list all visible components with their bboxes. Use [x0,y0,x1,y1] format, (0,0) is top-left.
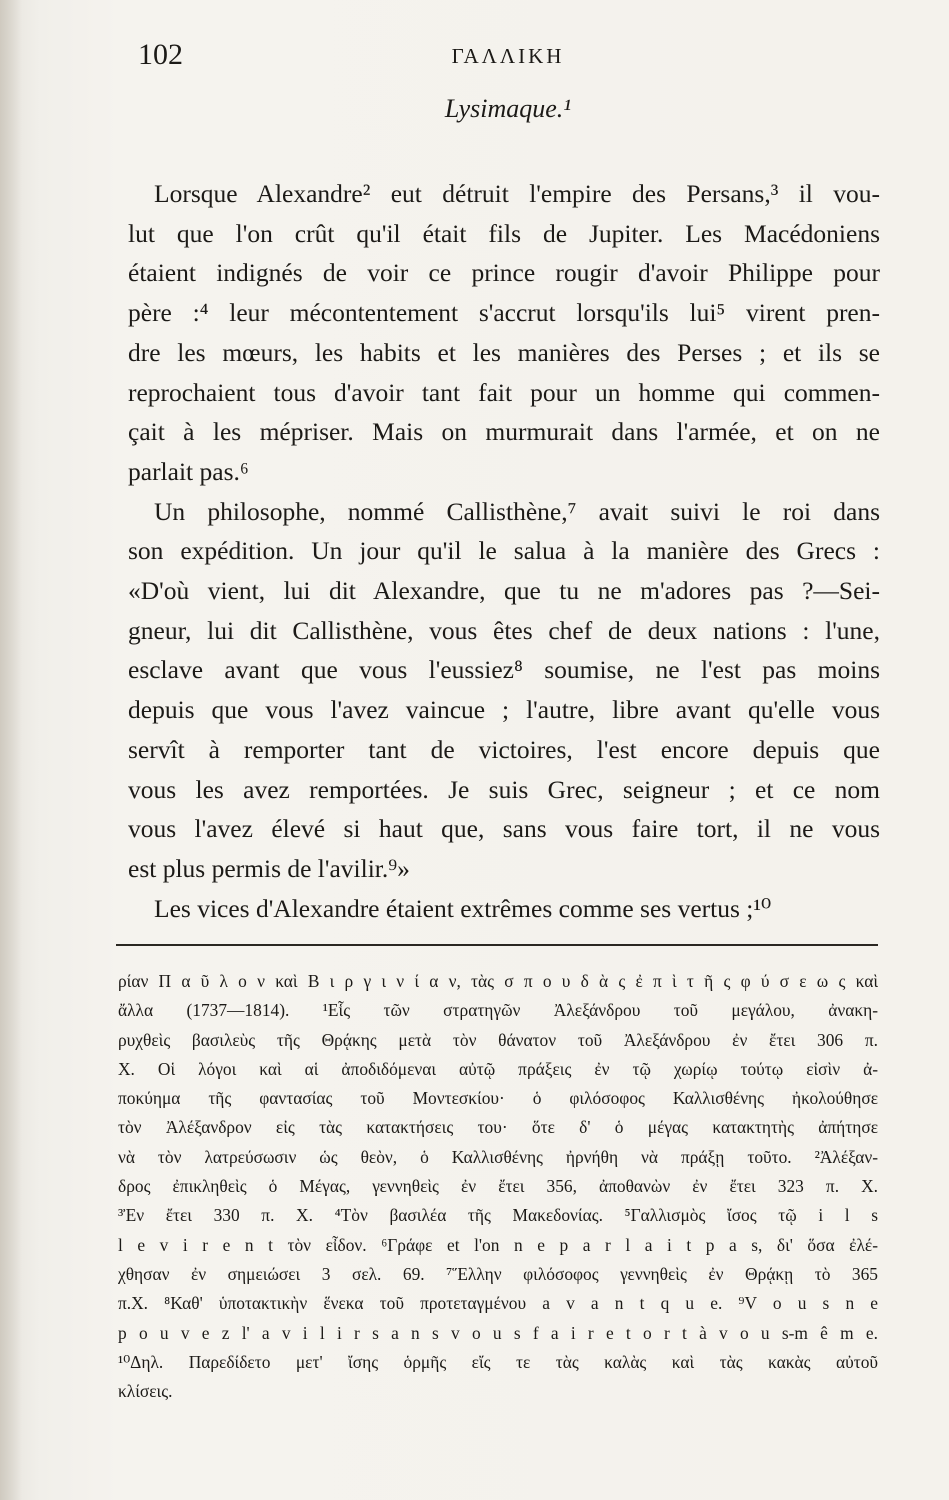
footnote-line: ³Ἐν ἔτει 330 π. Χ. ⁴Τὸν βασιλέα τῆς Μακεδονίας. ⁵Γαλλισμὸς ἴσος τῷ i l s [118,1205,878,1226]
footnote-rule [116,944,878,946]
body-line: Un philosophe, nommé Callisthène,⁷ avait suivi le roi dans [154,496,880,526]
footnote-line: ἄλλα (1737—1814). ¹Εἷς τῶν στρατηγῶν Ἀλεξάνδρου τοῦ μεγάλου, ἀνακη- [118,1000,878,1021]
footnote-line: ποκύημα τῆς φαντασίας τοῦ Μοντεσκίου· ὁ φιλόσοφος Καλλισθένης ἠκολούθησε [118,1088,878,1109]
footnote-line: l e v i r e n t τὸν εἶδον. ⁶Γράφε et l'on n e p a r l a i t p a s, δι' ὅσα ἐλέ- [118,1234,878,1255]
footnote-line: χθησαν ἐν σημειώσει 3 σελ. 69. ⁷Ἕλλην φιλόσοφος γεννηθεὶς ἐν Θρᾴκῃ τὸ 365 [118,1263,878,1284]
footnotes [118,967,878,1406]
running-title: ΓΑΛΛΙΚΗ [451,44,565,68]
footnote-line: p o u v e z l' a v i l i r s a n s v o u s f a i r e t o r t à v o u s-m ê m e. [118,1322,878,1343]
body-line: «D'où vient, lui dit Alexandre, que tu ne m'adores pas ?—Sei- [128,576,880,606]
body-line: parlait pas.⁶ [128,456,249,486]
body-line: çait à les mépriser. Mais on murmurait dans l'armée, et on ne [128,417,880,447]
body-line: reprochaient tous d'avoir tant fait pour un homme qui commen- [128,377,880,407]
page-gutter-shadow [0,0,22,1500]
body-line: vous l'avez élevé si haut que, sans vous faire tort, il ne vous [128,814,880,844]
body-line: vous les avez remportées. Je suis Grec, seigneur ; et ce nom [128,774,880,804]
page-header [138,38,878,78]
body-line: son expédition. Un jour qu'il le salua à la manière des Grecs : [128,536,880,566]
body-line: Les vices d'Alexandre étaient extrêmes comme ses vertus ;¹⁰ [154,893,772,923]
body-line: lut que l'on crût qu'il était fils de Jupiter. Les Macédoniens [128,218,880,248]
body-line: depuis que vous l'avez vaincue ; l'autre, libre avant qu'elle vous [128,695,880,725]
footnote-line: ρυχθεὶς βασιλεὺς τῆς Θρᾴκης μετὰ τὸν θάνατον τοῦ Ἀλεξάνδρου ἐν ἔτει 306 π. [118,1029,878,1050]
body-line: étaient indignés de voir ce prince rougir d'avoir Philippe pour [128,258,880,288]
body-line: dre les mœurs, les habits et les manières des Perses ; et ils se [128,337,880,367]
footnote-line: κλίσεις. [118,1381,173,1402]
footnote-line: νὰ τὸν λατρεύσωσιν ὡς θεὸν, ὁ Καλλισθένης ἠρνήθη νὰ πράξῃ τοῦτο. ²Ἀλέξαν- [118,1146,878,1167]
footnote-line: τὸν Ἀλέξανδρον εἰς τὰς κατακτήσεις του· ὅτε δ' ὁ μέγας κατακτητὴς ἀπήτησε [118,1117,878,1138]
body-text [128,174,880,928]
body-line: est plus permis de l'avilir.⁹» [128,853,410,883]
body-line: père :⁴ leur mécontentement s'accrut lorsqu'ils lui⁵ virent pren- [128,298,880,328]
body-line: esclave avant que vous l'eussiez⁸ soumise, ne l'est pas moins [128,655,880,685]
footnote-line: ρίαν Π α ῦ λ ο ν καὶ Β ι ρ γ ι ν ί α ν, τὰς σ π ο υ δ ὰ ς ἐ π ὶ τ ῆ ς φ ύ σ ε ω ς καὶ [118,971,878,991]
body-line: Lorsque Alexandre² eut détruit l'empire des Persans,³ il vou- [154,179,880,208]
footnote-line: ¹⁰Δηλ. Παρεδίδετο μετ' ἴσης ὁρμῆς εἴς τε τὰς καλὰς καὶ τὰς κακὰς αὐτοῦ [118,1351,878,1372]
chapter-title: Lysimaque.¹ [444,94,572,123]
body-line: servît à remporter tant de victoires, l'est encore depuis que [128,734,880,764]
body-line: gneur, lui dit Callisthène, vous êtes chef de deux nations : l'une, [128,615,880,645]
footnote-line: π.Χ. ⁸Καθ' ὑποτακτικὴν ἕνεκα τοῦ προτεταγμένου a v a n t q u e. ⁹V o u s n e [118,1293,878,1314]
footnote-line: Χ. Οἱ λόγοι καὶ αἱ ἀποδιδόμεναι αὐτῷ πράξεις ἐν τῷ χωρίῳ τούτῳ εἰσὶν ἀ- [118,1058,878,1079]
footnote-line: δρος ἐπικληθεὶς ὁ Μέγας, γεννηθεὶς ἐν ἔτει 356, ἀποθανὼν ἐν ἔτει 323 π. Χ. [118,1176,878,1197]
page-number: 102 [138,38,183,71]
